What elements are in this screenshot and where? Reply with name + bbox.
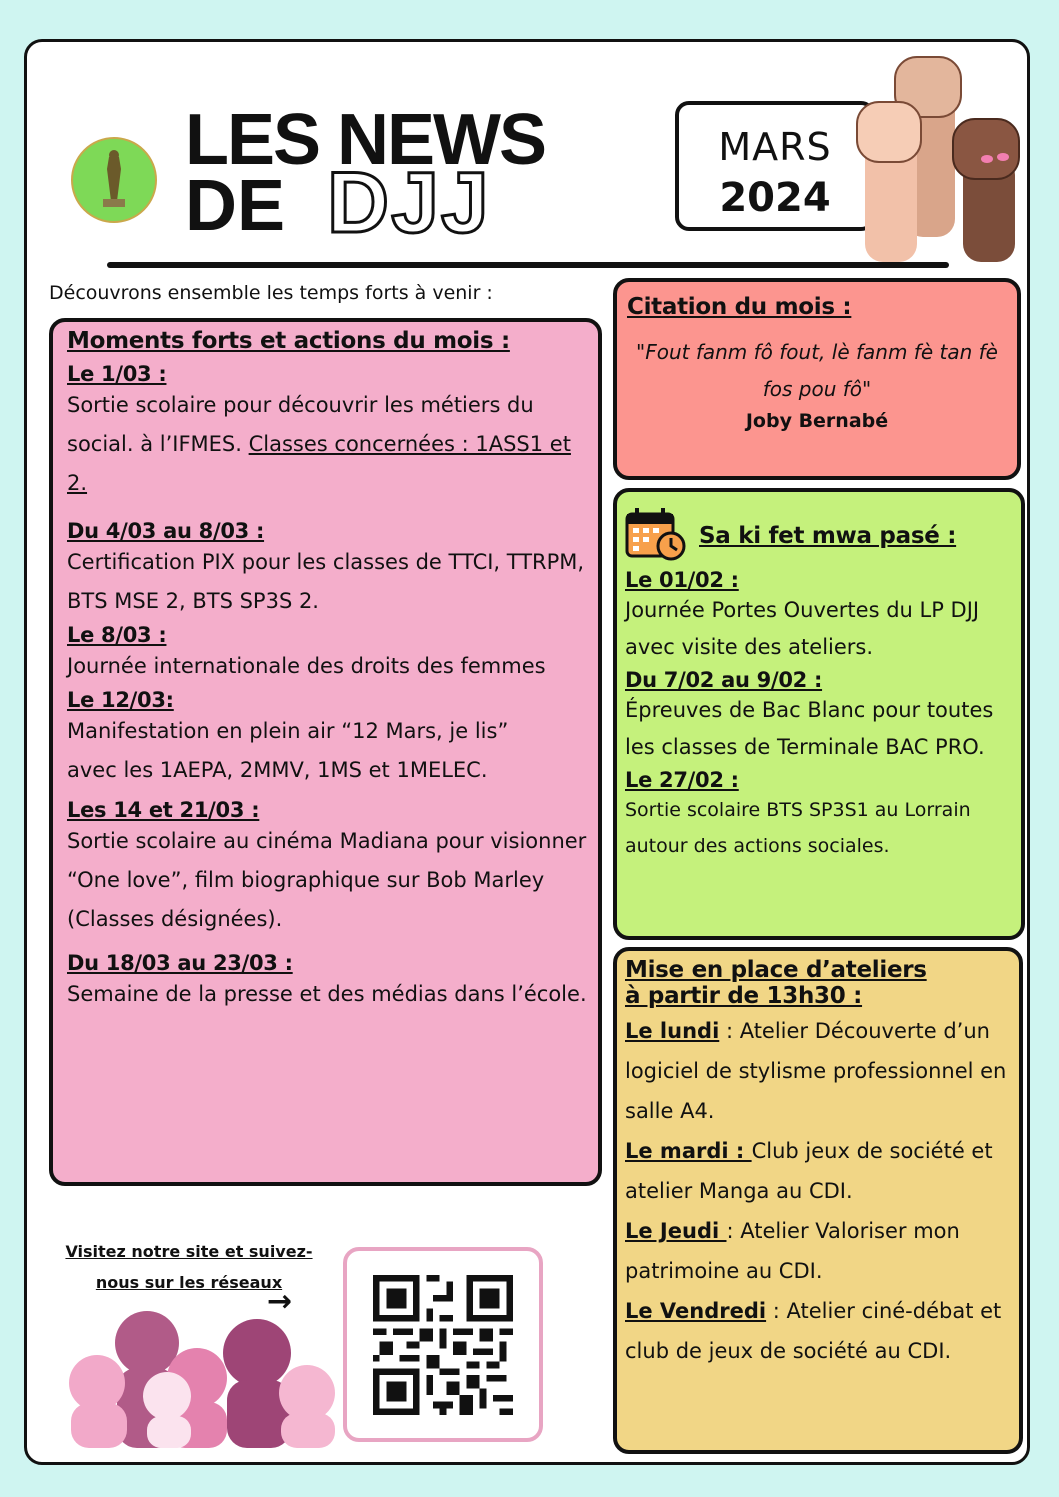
event-date: Le 12/03: (67, 688, 174, 712)
event-date: Du 18/03 au 23/03 : (67, 951, 293, 975)
title-de: DE (185, 166, 286, 246)
event-text: Manifestation en plein air “12 Mars, je lis” avec les 1AEPA, 2MMV, 1MS et 1MELEC. (67, 719, 509, 782)
qr-code-icon[interactable] (373, 1275, 513, 1415)
past-event-text: Épreuves de Bac Blanc pour toutes les classes de Terminale BAC PRO. (625, 698, 994, 759)
quote-heading: Citation du mois : (627, 294, 852, 320)
past-event-date: Le 27/02 : (625, 768, 739, 792)
newsletter-page (24, 39, 1030, 1465)
intro-text: Découvrons ensemble les temps forts à venir : (49, 282, 493, 304)
event-text: Certification PIX pour les classes de TTCI, TTRPM, BTS MSE 2, BTS SP3S 2. (67, 550, 585, 613)
upcoming-events-box (49, 318, 602, 1186)
issue-month: MARS (718, 125, 832, 169)
workshops-heading: Mise en place d’ateliers à partir de 13h30 : (625, 957, 927, 1009)
event-date: Du 4/03 au 8/03 : (67, 519, 265, 543)
social-callout: Visitez notre site et suivez- nous sur les réseaux (65, 1242, 313, 1292)
event-date: Le 8/03 : (67, 623, 167, 647)
event-date: Les 14 et 21/03 : (67, 798, 260, 822)
workshops-box (613, 947, 1023, 1454)
women-silhouettes-illustration (67, 1298, 337, 1452)
issue-date-box (675, 101, 875, 231)
title-les-news: LES NEWS (185, 100, 546, 180)
past-event-text: Journée Portes Ouvertes du LP DJJ avec visite des ateliers. (625, 598, 980, 659)
event-text: Journée internationale des droits des femmes (67, 654, 546, 678)
quote-author: Joby Bernabé (745, 410, 889, 432)
quote-box (613, 278, 1021, 480)
past-event-text: Sortie scolaire BTS SP3S1 au Lorrain autour des actions sociales. (625, 799, 971, 857)
past-event-date: Du 7/02 au 9/02 : (625, 668, 823, 692)
event-text: Semaine de la presse et des médias dans l’école. (67, 982, 587, 1006)
past-events-header (625, 506, 1017, 566)
calendar-clock-icon (625, 506, 687, 566)
event-text: Sortie scolaire pour découvrir les métiers du social. à l’IFMES. Classes concernées : 1ASS1 et 2. (67, 393, 571, 495)
upcoming-events-heading: Moments forts et actions du mois : (67, 328, 510, 354)
raised-fists-illustration (853, 47, 1033, 266)
workshop-item: Le Vendredi : Atelier ciné-débat et club de jeux de société au CDI. (625, 1299, 1002, 1363)
quote-text: "Fout fanm fô fout, lè fanm fè tan fè fos pou fô" (636, 340, 998, 401)
header-rule (107, 262, 949, 268)
workshop-item: Le Jeudi : Atelier Valoriser mon patrimoine au CDI. (625, 1219, 960, 1283)
issue-year: 2024 (719, 175, 831, 221)
workshop-item: Le mardi : Club jeux de société et atelier Manga au CDI. (625, 1139, 993, 1203)
qr-code-frame[interactable] (343, 1247, 543, 1442)
event-date: Le 1/03 : (67, 362, 167, 386)
event-text: Sortie scolaire au cinéma Madiana pour visionner “One love”, film biographique sur Bob Marley (Classes désignées). (67, 829, 587, 931)
past-event-date: Le 01/02 : (625, 568, 739, 592)
title-djj: DJJ (327, 155, 491, 251)
past-events-heading: Sa ki fet mwa pasé : (699, 523, 957, 549)
past-events-box (613, 488, 1025, 940)
arrow-right-icon: → (267, 1284, 293, 1319)
workshop-item: Le lundi : Atelier Découverte d’un logiciel de stylisme professionnel en salle A4. (625, 1019, 1007, 1123)
school-logo (71, 137, 157, 223)
